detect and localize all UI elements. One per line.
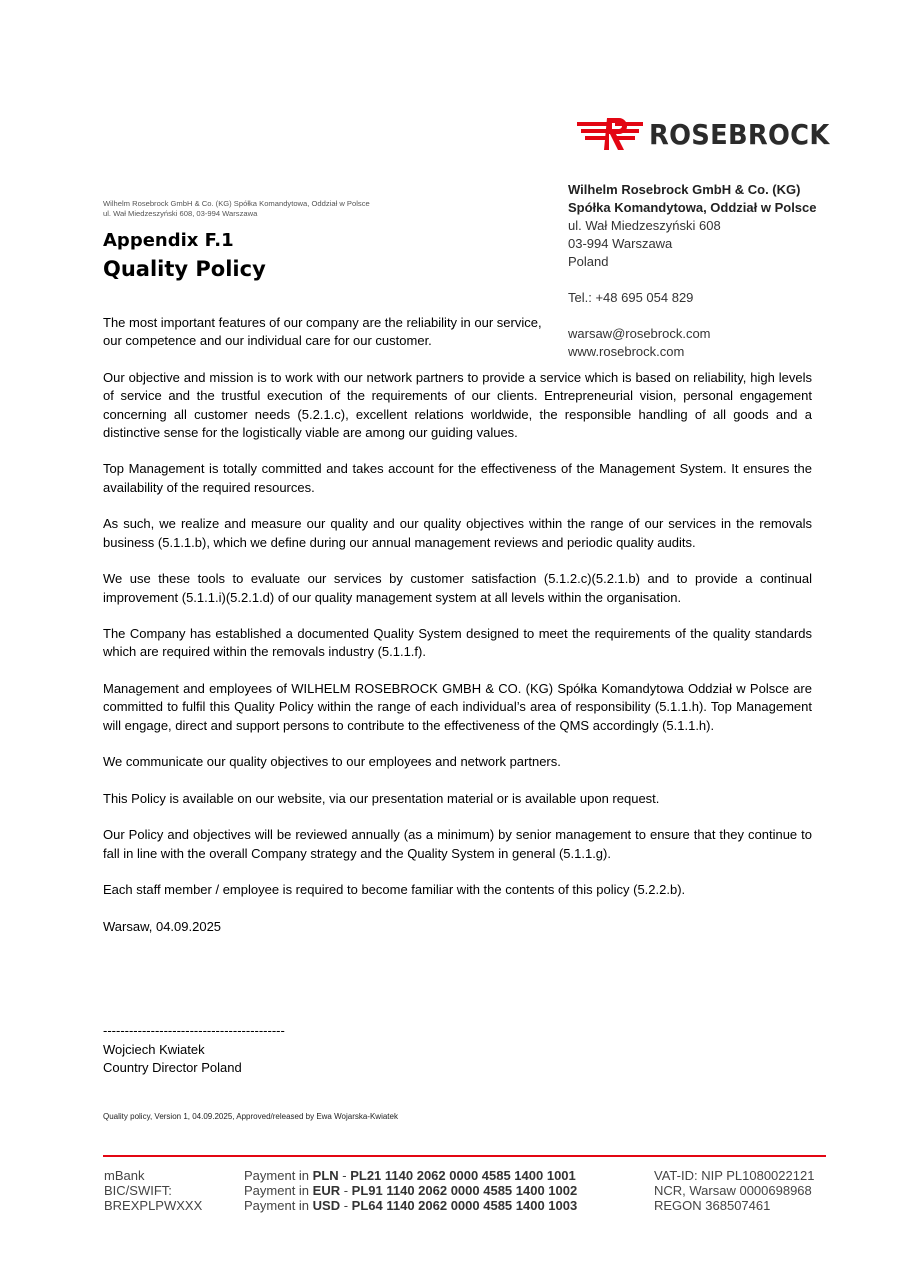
logo-wordmark: ROSEBROCK bbox=[649, 117, 830, 151]
paragraph: Management and employees of WILHELM ROSEBROCK GMBH & CO. (KG) Spółka Komandytowa Oddział w Polsce are committed to fulfil this Quality Policy within the range of each individual’s area of responsibility (5.1.1.h). Top Management will engage, direct and support persons to contribute to the effectiveness of the QMS accordingly (5.1.1.h). bbox=[103, 681, 812, 733]
paragraph: We communicate our quality objectives to our employees and network partners. bbox=[103, 754, 561, 770]
bic-code: BREXPLPWXXX bbox=[104, 1198, 203, 1213]
vat-id: VAT-ID: NIP PL1080022121 bbox=[654, 1168, 815, 1183]
phone-number: Tel.: +48 695 054 829 bbox=[568, 290, 694, 305]
version-note: Quality policy, Version 1, 04.09.2025, Approved/released by Ewa Wojarska-Kwiatek bbox=[103, 1112, 398, 1121]
sender-line-2: ul. Wał Miedzeszyński 608, 03-994 Warszawa bbox=[103, 209, 258, 218]
ncr-number: NCR, Warsaw 0000698968 bbox=[654, 1183, 812, 1198]
place-date: Warsaw, 04.09.2025 bbox=[103, 918, 222, 934]
paragraph: As such, we realize and measure our quality and our quality objectives within the range of our services in the removals business (5.1.1.b), which we define during our annual management reviews and periodic quality audits. bbox=[103, 516, 812, 550]
sender-line bbox=[103, 199, 370, 219]
footer-divider bbox=[103, 1155, 826, 1157]
paragraph: Top Management is totally committed and takes account for the effectiveness of the Management System. It ensures the availability of the required resources. bbox=[103, 461, 812, 495]
address-country: Poland bbox=[568, 254, 609, 269]
footer-registration bbox=[654, 1168, 814, 1213]
page-title: Quality Policy bbox=[103, 257, 266, 281]
bank-name: mBank bbox=[104, 1168, 145, 1183]
policy-body bbox=[103, 369, 812, 955]
email-link[interactable]: warsaw@rosebrock.com bbox=[568, 326, 711, 341]
paragraph: This Policy is available on our website, via our presentation material or is available upon request. bbox=[103, 790, 660, 806]
signature-block bbox=[103, 1022, 285, 1078]
payment-line: Payment in EUR - PL91 1140 2062 0000 4585 1400 1002 bbox=[244, 1183, 578, 1198]
paragraph: Each staff member / employee is required to become familiar with the contents of this policy (5.2.2.b). bbox=[103, 882, 686, 898]
bic-label: BIC/SWIFT: bbox=[104, 1183, 172, 1198]
website-link[interactable]: www.rosebrock.com bbox=[568, 344, 685, 359]
appendix-label: Appendix F.1 bbox=[103, 230, 234, 251]
address-street: ul. Wał Miedzeszyński 608 bbox=[568, 218, 721, 233]
address-city: 03-994 Warszawa bbox=[568, 236, 673, 251]
paragraph: We use these tools to evaluate our services by customer satisfaction (5.1.2.c)(5.2.1.b) and to provide a continual improvement (5.1.1.i)(5.2.1.d) of our quality management system at all levels within the organisation. bbox=[103, 571, 812, 605]
company-address-block bbox=[568, 181, 868, 361]
company-name-1: Wilhelm Rosebrock GmbH & Co. (KG) bbox=[568, 182, 801, 197]
paragraph: Our Policy and objectives will be reviewed annually (as a minimum) by senior management to ensure that they continue to fall in line with the overall Company strategy and the Quality System in general (5.1.1.g). bbox=[103, 827, 812, 861]
footer-bank bbox=[104, 1168, 202, 1213]
signature-line: ------------------------------------------ bbox=[103, 1023, 285, 1038]
rosebrock-emblem-icon bbox=[577, 116, 643, 152]
paragraph: The Company has established a documented Quality System designed to meet the requirements of the quality standards which are required within the removals industry (5.1.1.f). bbox=[103, 626, 812, 660]
payment-line: Payment in USD - PL64 1140 2062 0000 4585 1400 1003 bbox=[244, 1198, 578, 1213]
payment-line: Payment in PLN - PL21 1140 2062 0000 4585 1400 1001 bbox=[244, 1168, 576, 1183]
company-logo bbox=[577, 116, 845, 152]
company-name-2: Spółka Komandytowa, Oddział w Polsce bbox=[568, 200, 817, 215]
footer-payments bbox=[244, 1168, 577, 1213]
sender-line-1: Wilhelm Rosebrock GmbH & Co. (KG) Spółka Komandytowa, Oddział w Polsce bbox=[103, 199, 370, 208]
paragraph: Our objective and mission is to work with our network partners to provide a service which is based on reliability, high levels of service and the trustful execution of the requirements of our clients. Entrepreneurial vision, personal engagement concerning all customer needs (5.2.1.c), excellent relations worldwide, the responsible handling of all goods and a distinctive sense for the logistically viable are among our guiding values. bbox=[103, 370, 812, 440]
intro-paragraph: The most important features of our company are the reliability in our service, our competence and our individual care for our customer. bbox=[103, 315, 542, 349]
signatory-name: Wojciech Kwiatek bbox=[103, 1041, 205, 1057]
regon-number: REGON 368507461 bbox=[654, 1198, 771, 1213]
signatory-role: Country Director Poland bbox=[103, 1060, 242, 1075]
